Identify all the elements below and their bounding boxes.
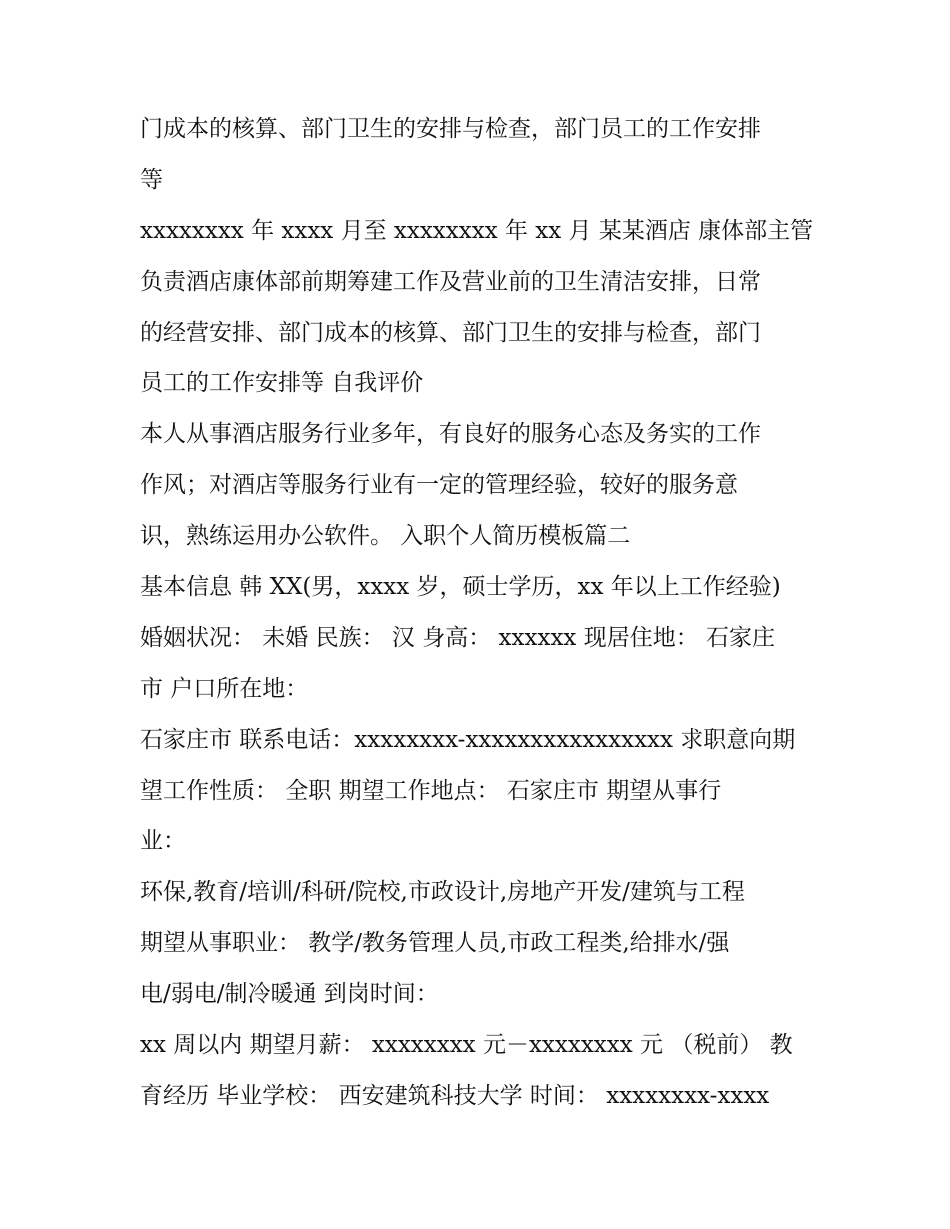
text-line: 基本信息 韩 XX(男，xxxx 岁，硕士学历，xx 年以上工作经验) bbox=[140, 574, 781, 601]
text-line: 环保,教育/培训/科研/院校,市政设计,房地产开发/建筑与工程 bbox=[140, 879, 745, 906]
text-line: 负责酒店康体部前期筹建工作及营业前的卫生清洁安排，日常 bbox=[140, 268, 761, 295]
text-line: 市 户口所在地： bbox=[140, 675, 309, 702]
text-line: 识，熟练运用办公软件。 入职个人简历模板篇二 bbox=[140, 523, 631, 550]
text-line: 本人从事酒店服务行业多年，有良好的服务心态及务实的工作 bbox=[140, 421, 761, 448]
text-line: 望工作性质： 全职 期望工作地点： 石家庄市 期望从事行 bbox=[140, 777, 722, 804]
text-line: xx 周以内 期望月薪： xxxxxxxx 元－xxxxxxxx 元 （税前） 教 bbox=[140, 1032, 793, 1059]
text-line: 期望从事职业： 教学/教务管理人员,市政工程类,给排水/强 bbox=[140, 930, 730, 957]
text-line: 门成本的核算、部门卫生的安排与检查，部门员工的工作安排 bbox=[140, 116, 761, 142]
text-line: 石家庄市 联系电话：xxxxxxxx-xxxxxxxxxxxxxxxx 求职意向期 bbox=[140, 726, 796, 753]
text-line: 婚姻状况： 未婚 民族： 汉 身高： xxxxxx 现居住地： 石家庄 bbox=[140, 624, 776, 651]
text-line: 的经营安排、部门成本的核算、部门卫生的安排与检查，部门 bbox=[140, 319, 761, 346]
text-line: 作风；对酒店等服务行业有一定的管理经验，较好的服务意 bbox=[140, 472, 738, 499]
text-line: 电/弱电/制冷暖通 到岗时间： bbox=[140, 981, 439, 1008]
text-line: 育经历 毕业学校： 西安建筑科技大学 时间： xxxxxxxx-xxxx bbox=[140, 1082, 770, 1109]
text-line: 等 bbox=[140, 166, 163, 193]
document-body bbox=[140, 104, 820, 1122]
text-line: xxxxxxxx 年 xxxx 月至 xxxxxxxx 年 xx 月 某某酒店 康体部主管 bbox=[140, 217, 814, 244]
text-line: 员工的工作安排等 自我评价 bbox=[140, 370, 424, 397]
text-line: 业： bbox=[140, 828, 186, 855]
